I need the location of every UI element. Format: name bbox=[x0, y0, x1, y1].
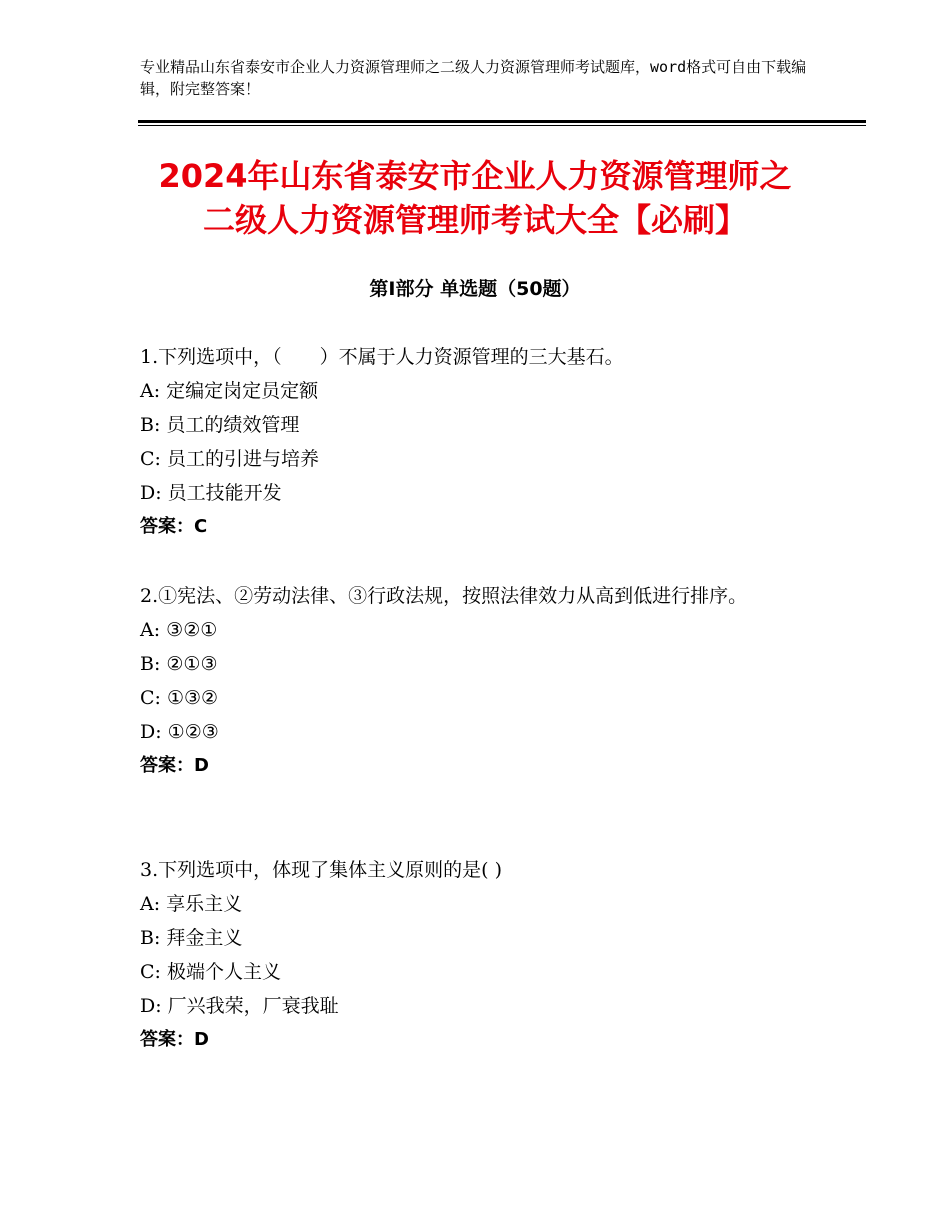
option-a: A: 定编定岗定员定额 bbox=[140, 380, 319, 402]
document-title-line-2: 二级人力资源管理师考试大全【必刷】 bbox=[202, 201, 747, 239]
option-d: D: 员工技能开发 bbox=[140, 482, 282, 504]
header-divider-thick bbox=[138, 120, 866, 123]
header-divider-thin bbox=[138, 125, 866, 126]
option-c: C: 员工的引进与培养 bbox=[140, 448, 319, 470]
question-stem: 2.①宪法、②劳动法律、③行政法规，按照法律效力从高到低进行排序。 bbox=[140, 585, 748, 607]
header-note: 专业精品山东省泰安市企业人力资源管理师之二级人力资源管理师考试题库，word格式可自由下载编辑，附完整答案！ bbox=[140, 58, 807, 98]
option-b: B: 员工的绩效管理 bbox=[140, 414, 300, 436]
answer-label: 答案：D bbox=[140, 755, 209, 776]
question-stem: 3.下列选项中，体现了集体主义原则的是( ) bbox=[140, 859, 502, 881]
option-d: D: ①②③ bbox=[140, 721, 219, 743]
option-b: B: ②①③ bbox=[140, 653, 218, 675]
question-1 bbox=[140, 340, 820, 544]
option-b: B: 拜金主义 bbox=[140, 927, 243, 949]
header-divider bbox=[138, 120, 866, 126]
question-stem: 1.下列选项中，（ ）不属于人力资源管理的三大基石。 bbox=[140, 346, 624, 368]
option-c: C: 极端个人主义 bbox=[140, 961, 281, 983]
document-title-line-1: 2024年山东省泰安市企业人力资源管理师之 bbox=[158, 157, 792, 195]
section-title: 第Ⅰ部分 单选题（50题） bbox=[369, 278, 581, 300]
question-3 bbox=[140, 853, 820, 1057]
question-2 bbox=[140, 579, 820, 783]
answer-label: 答案：D bbox=[140, 1029, 209, 1050]
answer-label: 答案：C bbox=[140, 516, 208, 537]
option-c: C: ①③② bbox=[140, 687, 219, 709]
option-a: A: 享乐主义 bbox=[140, 893, 243, 915]
option-d: D: 厂兴我荣，厂衰我耻 bbox=[140, 995, 339, 1017]
document-title bbox=[100, 154, 850, 242]
option-a: A: ③②① bbox=[140, 619, 218, 641]
